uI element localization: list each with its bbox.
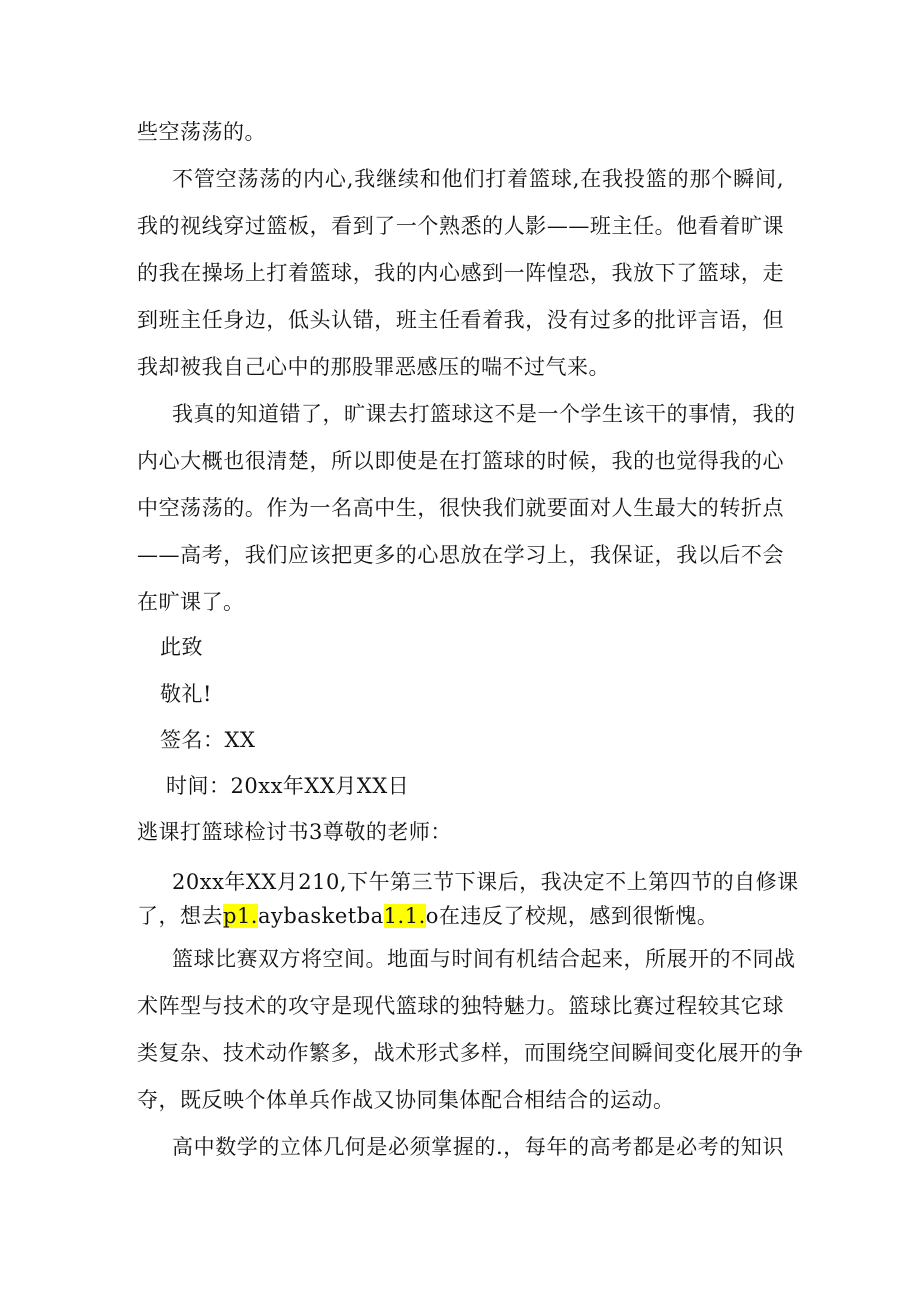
paragraph-line: 类复杂、技术动作繁多，战术形式多样，而围绕空间瞬间变化展开的争 [137,1041,804,1065]
paragraph-line: 不管空荡荡的内心,我继续和他们打着篮球,在我投篮的那个瞬间, [172,167,784,191]
text-run: o在违反了校规，感到很惭愧。 [425,904,719,928]
paragraph-line: 我真的知道错了，旷课去打篮球这不是一个学生该干的事情，我的 [172,402,796,426]
paragraph-line: 中空荡荡的。作为一名高中生，很快我们就要面对人生最大的转折点 [137,496,784,520]
paragraph-line: 我的视线穿过篮板，看到了一个熟悉的人影——班主任。他看着旷课 [137,214,784,238]
paragraph-line: ——高考，我们应该把更多的心思放在学习上，我保证，我以后不会 [137,543,784,567]
date-line: 时间：20xx年XX月XX日 [166,774,410,798]
paragraph-line: 内心大概也很清楚，所以即使是在打篮球的时候，我的也觉得我的心 [137,449,784,473]
paragraph-line: 的我在操场上打着篮球，我的内心感到一阵惶恐，我放下了篮球，走 [137,261,784,285]
closing-salutation: 此致 [160,635,203,659]
closing-regards: 敬礼! [160,682,212,706]
paragraph-line: 术阵型与技术的攻守是现代篮球的独特魅力。篮球比赛过程较其它球 [137,994,784,1018]
text-run: aybasketba [257,904,384,928]
text-run: 了，想去 [137,904,223,928]
signature-line: 签名：XX [160,728,256,752]
paragraph-line: 些空荡荡的。 [137,120,266,144]
paragraph-line: 到班主任身边，低头认错，班主任看着我，没有过多的批评言语，但 [137,308,784,332]
paragraph-line: 高中数学的立体几何是必须掌握的.，每年的高考都是必考的知识 [172,1135,784,1159]
paragraph-line: 在旷课了。 [137,590,245,614]
paragraph-line: 篮球比赛双方将空间。地面与时间有机结合起来，所展开的不同战 [172,947,796,971]
section-heading: 逃课打篮球检讨书3尊敬的老师： [137,820,452,844]
highlighted-text: 1.1. [383,904,426,928]
paragraph-line: 我却被我自己心中的那股罪恶感压的喘不过气来。 [137,355,610,379]
paragraph-line: 夺，既反映个体单兵作战又协同集体配合相结合的运动。 [137,1088,675,1112]
paragraph-line-highlighted [137,902,718,930]
paragraph-line: 20xx年XX月210,下午第三节下课后，我决定不上第四节的自修课 [172,870,799,894]
highlighted-text: p1. [223,904,258,928]
